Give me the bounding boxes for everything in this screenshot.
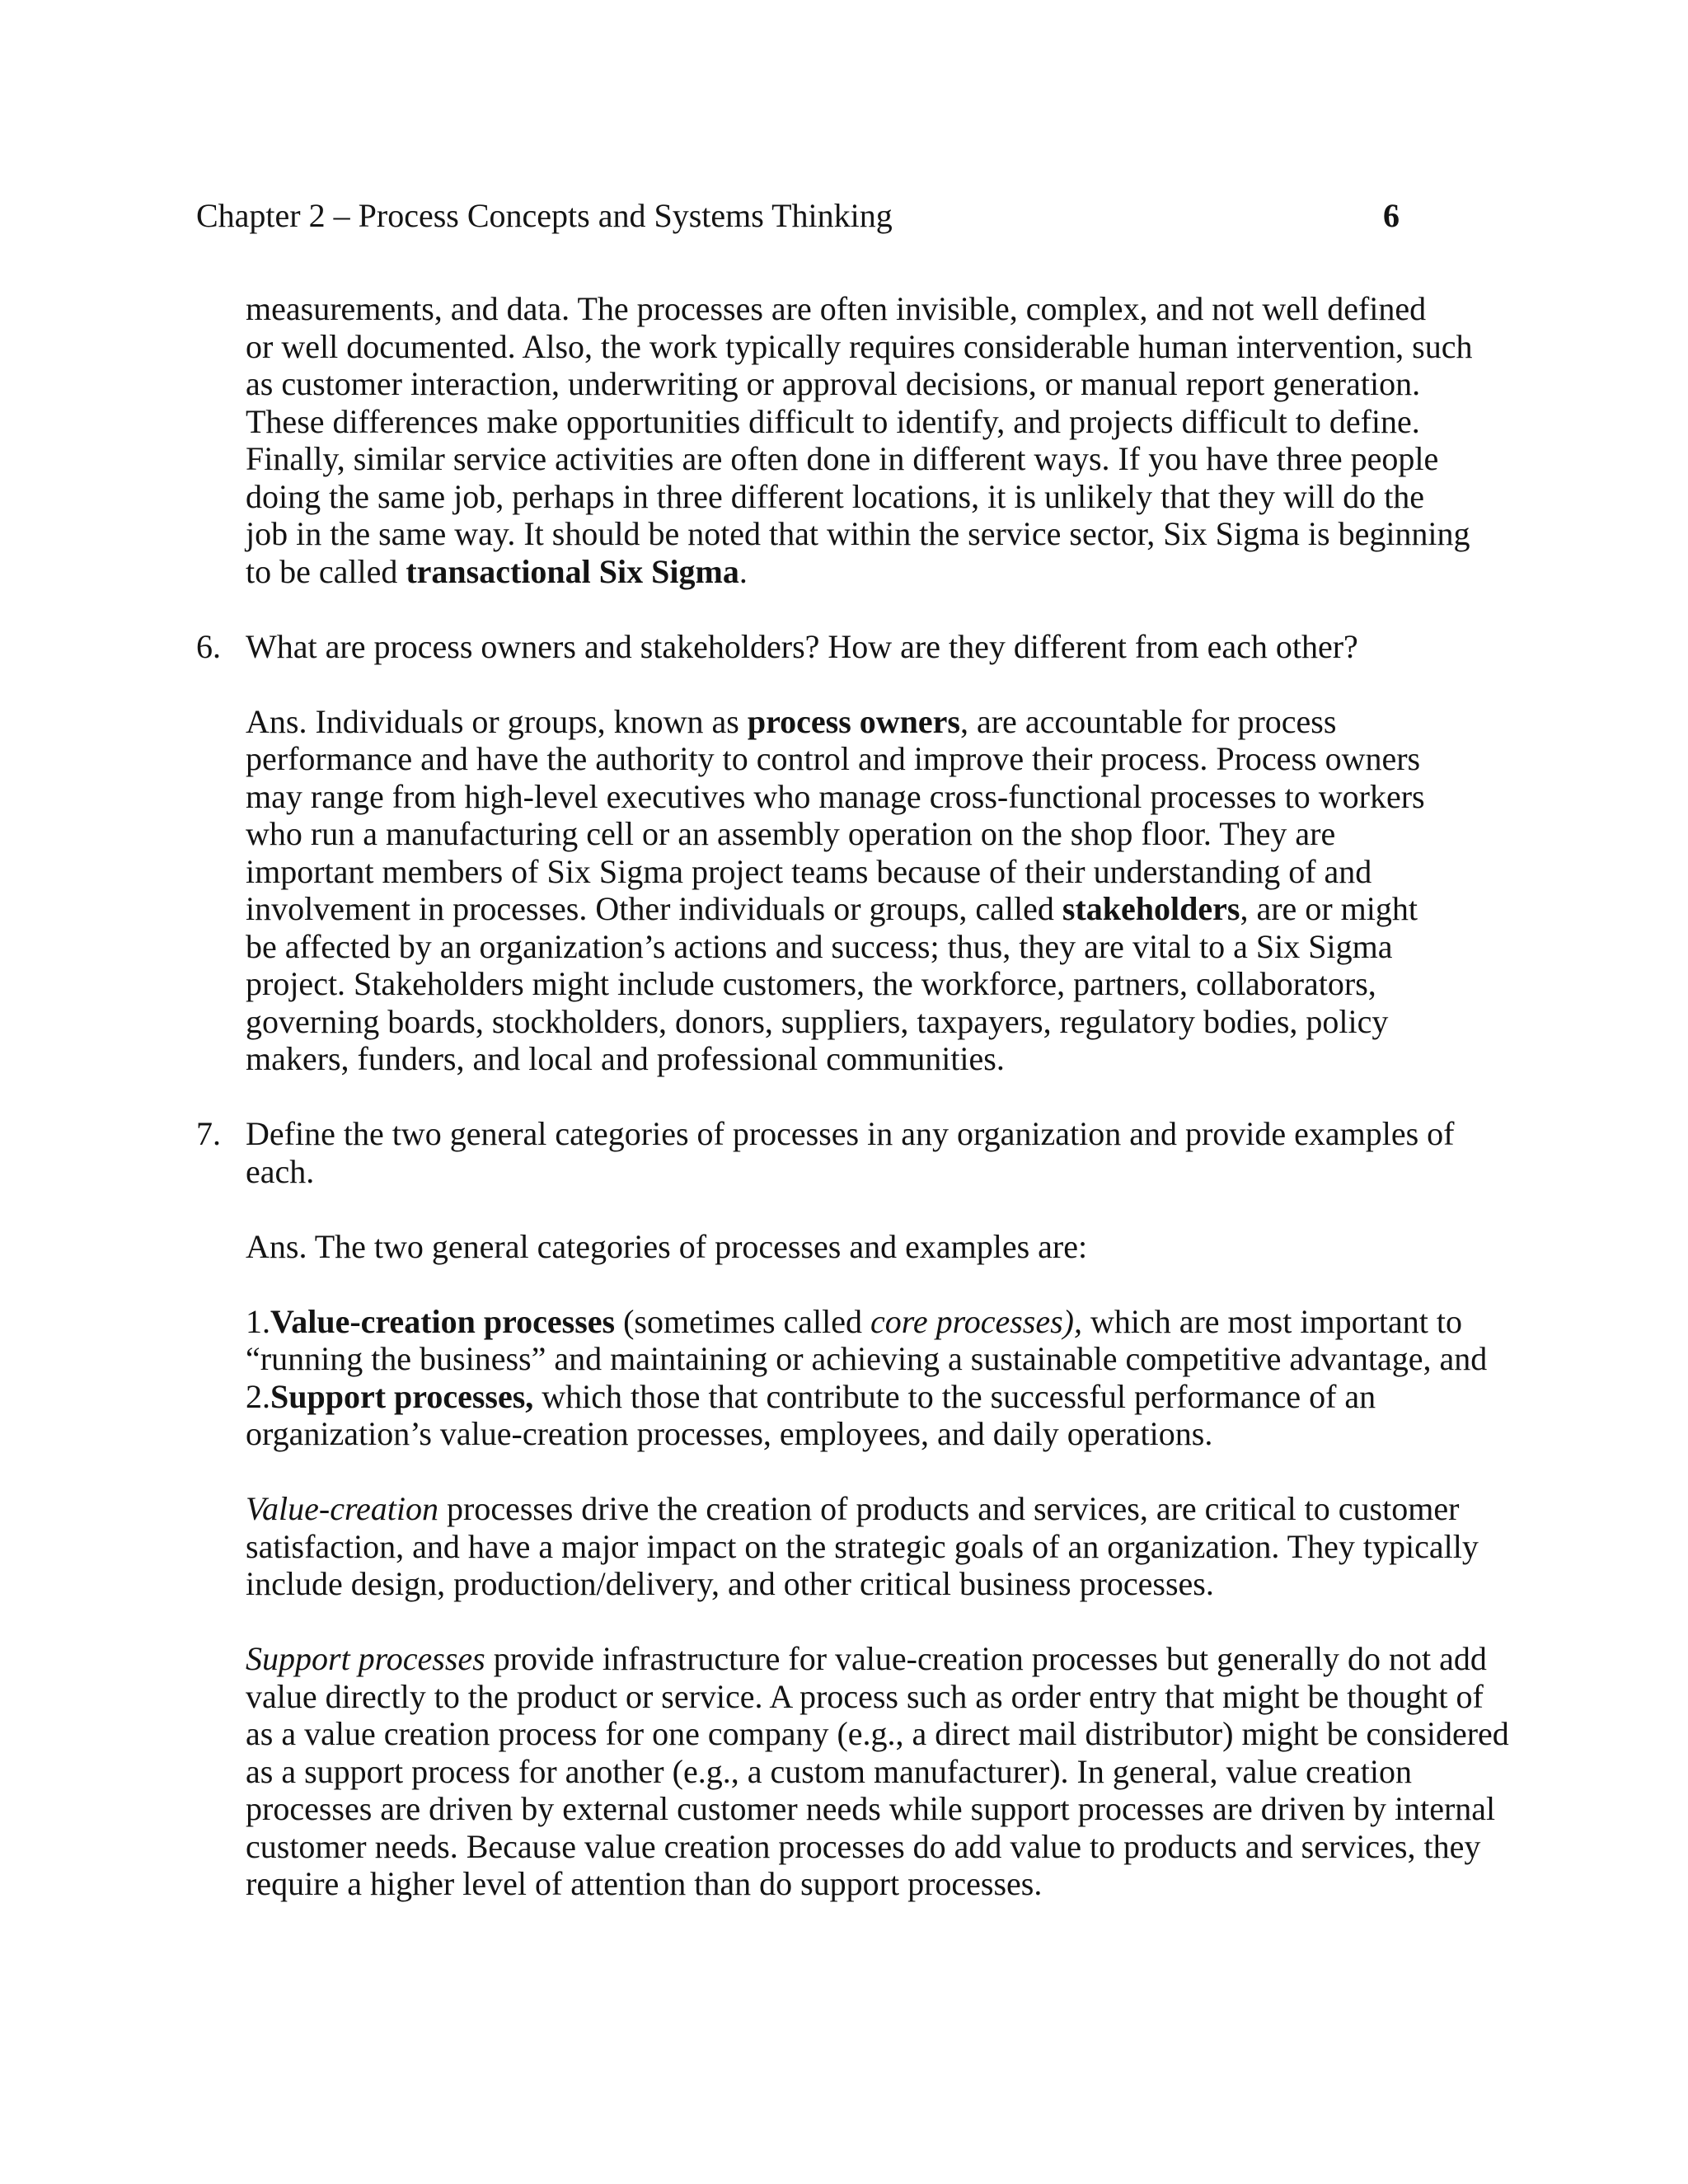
text-run: which are most important to [1081, 1302, 1462, 1340]
text-line: makers, funders, and local and professional communities. [246, 1040, 1005, 1077]
list-item [246, 1303, 1465, 1341]
text-line: as customer interaction, underwriting or approval decisions, or manual report generation. [246, 365, 1421, 402]
key-term: process owners [747, 702, 960, 740]
list-number: 2. [246, 1377, 270, 1415]
question-6 [196, 627, 1465, 1078]
text-line: require a higher level of attention than do support processes. [246, 1865, 1043, 1902]
chapter-title: Chapter 2 – Process Concepts and Systems Thinking [196, 197, 893, 234]
text-line: who run a manufacturing cell or an assembly operation on the shop floor. They are [246, 815, 1336, 852]
text-line: measurements, and data. The processes are often invisible, complex, and not well defined [246, 290, 1427, 327]
text-line: or well documented. Also, the work typically requires considerable human intervention, such [246, 327, 1473, 365]
text-line [246, 703, 1465, 741]
answer-paragraph [246, 703, 1465, 1078]
text-run: Ans. Individuals or groups, known as [246, 702, 748, 740]
question-number: 6. [196, 627, 221, 665]
question-7 [196, 1115, 1509, 1903]
emphasis: Value-creation [246, 1490, 439, 1527]
question-text [246, 1115, 1465, 1190]
text-line: include design, production/delivery, and other critical business processes. [246, 1565, 1214, 1602]
text-run: (sometimes called [615, 1302, 871, 1340]
support-paragraph [246, 1640, 1509, 1903]
text-line: processes are driven by external customer needs while support processes are driven by internal [246, 1790, 1496, 1827]
text-line: project. Stakeholders might include customers, the workforce, partners, collaborators, [246, 965, 1376, 1002]
value-creation-paragraph [246, 1490, 1479, 1603]
text-line: performance and have the authority to control and improve their process. Process owners [246, 740, 1421, 777]
list-item [246, 1378, 1465, 1416]
text-line: job in the same way. It should be noted that within the service sector, Six Sigma is beginning [246, 515, 1470, 552]
text-line: each. [246, 1152, 315, 1190]
text-line: important members of Six Sigma project teams because of their understanding of and [246, 852, 1372, 890]
text-line: “running the business” and maintaining or achieving a sustainable competitive advantage, and [246, 1340, 1488, 1377]
text-line: Define the two general categories of processes in any organization and provide examples of [246, 1115, 1455, 1152]
text-run: involvement in processes. Other individuals or groups, called [246, 890, 1062, 927]
text-line [246, 1640, 1487, 1678]
emphasis: core processes), [870, 1302, 1082, 1340]
text-line: may range from high-level executives who manage cross-functional processes to workers [246, 777, 1425, 815]
text-run: to be called [246, 552, 406, 590]
text-line: doing the same job, perhaps in three different locations, it is unlikely that they will do the [246, 477, 1425, 515]
key-term: transactional Six Sigma [406, 552, 739, 590]
key-term: stakeholders [1062, 890, 1240, 927]
page-body [196, 290, 1509, 1903]
text-run: , are accountable for process [959, 702, 1337, 740]
answer-intro [246, 1228, 1465, 1266]
question-text [246, 628, 1465, 666]
text-line: be affected by an organization’s actions and success; thus, they are vital to a Six Sigma [246, 927, 1393, 965]
text-run: processes drive the creation of products and services, are critical to customer [438, 1490, 1460, 1527]
text-line: What are process owners and stakeholders? How are they different from each other? [246, 627, 1358, 665]
text-line: Finally, similar service activities are often done in different ways. If you have three people [246, 440, 1439, 477]
text-line: organization’s value-creation processes, employees, and daily operations. [246, 1415, 1213, 1452]
text-line: as a value creation process for one company (e.g., a direct mail distributor) might be considered [246, 1715, 1509, 1752]
text-run: provide infrastructure for value-creation processes but generally do not add [485, 1640, 1487, 1677]
text-line: as a support process for another (e.g., a custom manufacturer). In general, value creation [246, 1752, 1412, 1790]
text-line: These differences make opportunities difficult to identify, and projects difficult to define. [246, 402, 1420, 440]
text-line: value directly to the product or service. A process such as order entry that might be thought of [246, 1677, 1484, 1715]
text-line: Ans. The two general categories of processes and examples are: [246, 1227, 1088, 1265]
key-term: Support processes, [270, 1377, 534, 1415]
intro-paragraph [246, 290, 1473, 590]
text-run: , are or might [1240, 890, 1418, 927]
text-line: customer needs. Because value creation processes do add value to products and services, they [246, 1827, 1481, 1865]
category-list [246, 1302, 1488, 1453]
text-line [246, 1490, 1465, 1528]
emphasis: Support processes [246, 1640, 485, 1677]
question-number: 7. [196, 1115, 221, 1152]
page-number: 6 [1383, 197, 1400, 234]
text-run: . [738, 552, 748, 590]
text-line [246, 553, 1465, 591]
text-line [246, 890, 1465, 928]
text-line: satisfaction, and have a major impact on the strategic goals of an organization. They typically [246, 1527, 1479, 1565]
key-term: Value-creation processes [270, 1302, 616, 1340]
running-header [196, 191, 1400, 241]
text-run: which those that contribute to the successful performance of an [533, 1377, 1376, 1415]
list-number: 1. [246, 1302, 270, 1340]
text-line: governing boards, stockholders, donors, suppliers, taxpayers, regulatory bodies, policy [246, 1002, 1389, 1040]
